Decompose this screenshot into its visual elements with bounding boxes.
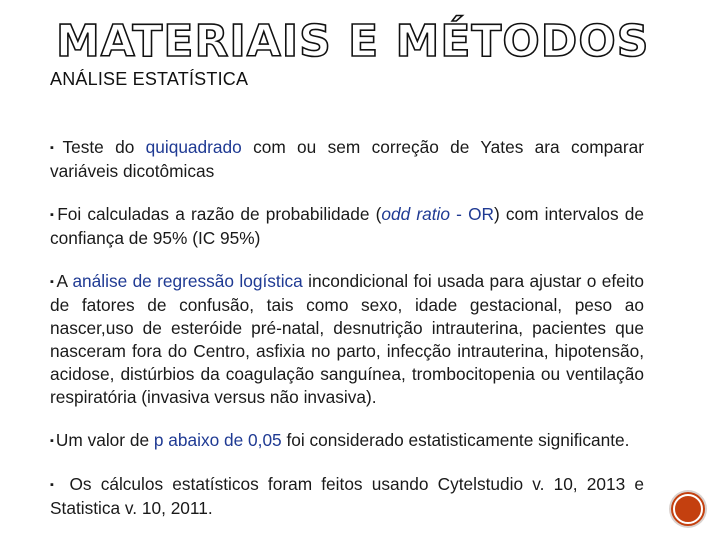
bullet-item-logistic-regression (50, 270, 644, 409)
bullet-text: Os cálculos estatísticos foram feitos usando Cytelstudio v. 10, 2013 e Statistica v. 10, 2011. (50, 474, 645, 518)
bullet-text: ) com intervalos de confiança de 95% (IC 95%) (50, 204, 645, 248)
bullet-text: foi considerado estatisticamente significante. (281, 430, 630, 450)
bullet-marker: ▪ (50, 142, 61, 154)
bullet-text: com ou sem correção de Yates ara comparar variáveis dicotômicas (50, 137, 644, 181)
highlight-term: odd ratio (381, 204, 450, 224)
highlight-term: quiquadrado (145, 137, 242, 157)
bullet-item-p-value (50, 429, 644, 453)
bullet-item-chi-square (50, 136, 644, 183)
bullet-text: Teste do (62, 137, 146, 157)
bullet-text: Foi calculadas a razão de probabilidade ( (57, 204, 382, 224)
highlight-term: OR (468, 204, 494, 224)
highlight-term: análise de regressão logística (72, 271, 303, 291)
bullet-marker: ▪ (50, 276, 55, 288)
slide-title: MATERIAIS E MÉTODOS (56, 16, 650, 67)
bullet-item-odds-ratio (50, 203, 644, 250)
bullet-text: A (56, 271, 73, 291)
circle-button-icon (673, 494, 703, 524)
slide-nav-button[interactable] (669, 490, 707, 528)
highlight-term: - (450, 204, 469, 224)
bullet-list (50, 136, 644, 540)
bullet-marker: ▪ (50, 479, 59, 491)
bullet-text: Um valor de (55, 430, 154, 450)
bullet-marker: ▪ (50, 435, 54, 447)
highlight-term: p abaixo de 0,05 (153, 430, 282, 450)
bullet-item-software (50, 473, 644, 520)
bullet-text: incondicional foi usada para ajustar o efeito de fatores de confusão, tais como sexo, idade gestacional, peso ao nascer,uso de esteróide pré-natal, desnutrição intrauterina, pacientes que nasceram fora do Centro, asfixia no parto, infecção intrauterina, hipotensão, acidose, distúrbios da coagulação sanguínea, trombocitopenia ou ventilação respiratória (invasiva versus não invasiva). (50, 271, 645, 407)
slide-subtitle: ANÁLISE ESTATÍSTICA (50, 69, 249, 89)
bullet-marker: ▪ (50, 209, 56, 221)
